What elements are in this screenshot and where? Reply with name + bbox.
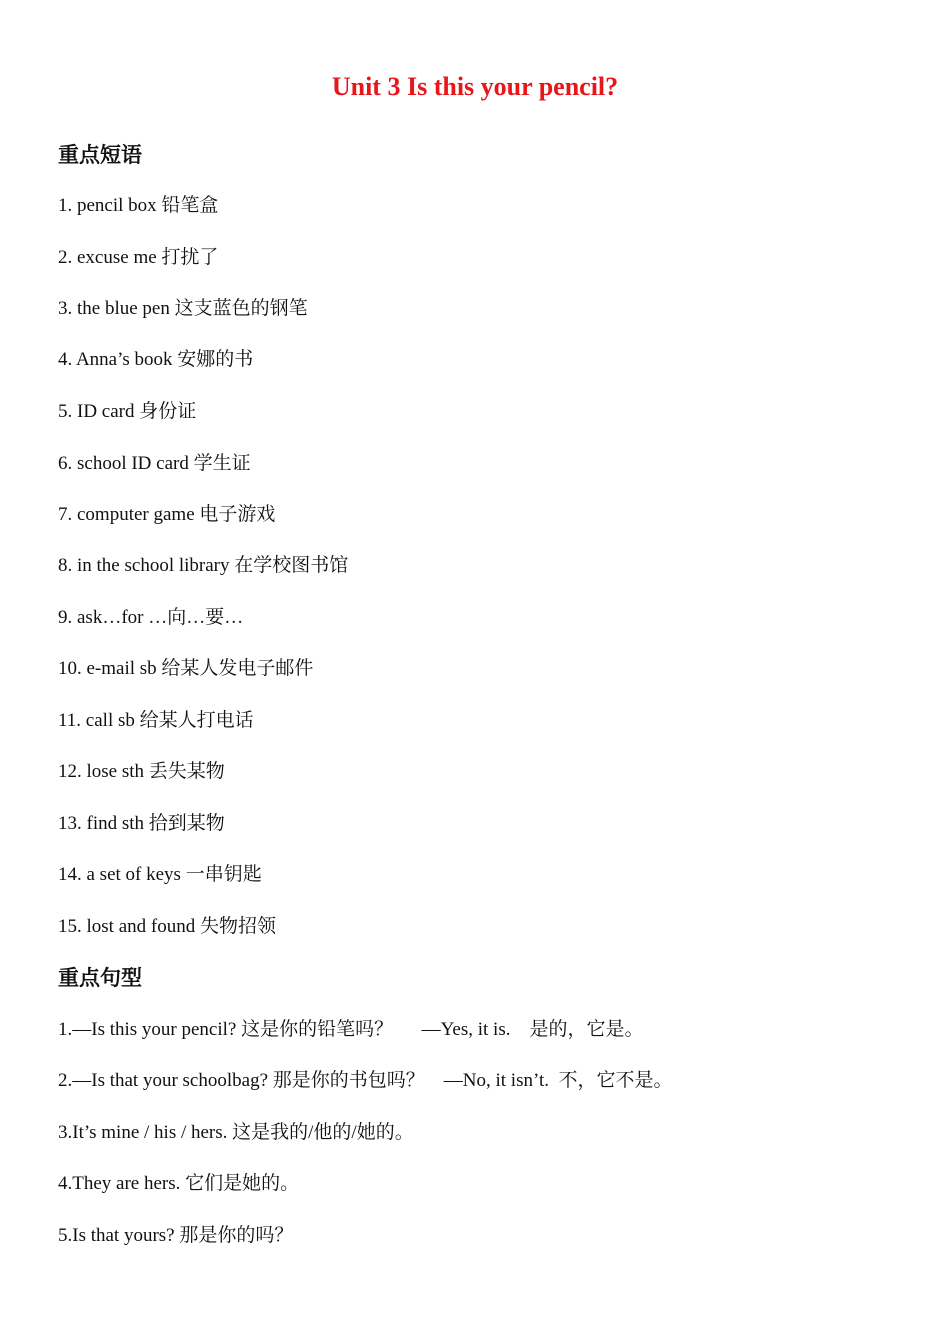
page-title: Unit 3 Is this your pencil? [331, 72, 619, 101]
phrase-item: 14. a set of keys 一串钥匙 [58, 864, 262, 885]
phrase-item: 12. lose sth 丢失某物 [58, 761, 225, 782]
phrase-item: 15. lost and found 失物招领 [58, 916, 276, 937]
phrase-item: 4. Anna’s book 安娜的书 [58, 349, 254, 370]
phrases-heading: 重点短语 [58, 143, 142, 167]
phrase-item: 9. ask…for …向…要… [58, 607, 244, 628]
phrase-item: 1. pencil box 铅笔盒 [58, 195, 219, 216]
phrase-item: 3. the blue pen 这支蓝色的钢笔 [58, 298, 308, 319]
sentence-item: 1.—Is this your pencil? 这是你的铅笔吗？ —Yes, it is. 是的，它是。 [58, 1019, 644, 1040]
sentences-heading: 重点句型 [58, 966, 142, 990]
phrase-item: 6. school ID card 学生证 [58, 453, 251, 474]
sentence-item: 4.They are hers. 它们是她的。 [58, 1173, 300, 1194]
sentence-item: 5.Is that yours? 那是你的吗？ [58, 1225, 294, 1246]
sentence-item: 2.—Is that your schoolbag? 那是你的书包吗？ —No, it isn’t. 不，它不是。 [58, 1070, 673, 1091]
phrase-item: 10. e-mail sb 给某人发电子邮件 [58, 658, 314, 679]
phrase-item: 5. ID card 身份证 [58, 401, 197, 422]
phrase-item: 8. in the school library 在学校图书馆 [58, 555, 349, 576]
phrase-item: 2. excuse me 打扰了 [58, 247, 219, 268]
phrase-item: 11. call sb 给某人打电话 [58, 710, 254, 731]
phrase-item: 7. computer game 电子游戏 [58, 504, 276, 525]
sentence-item: 3.It’s mine / his / hers. 这是我的/他的/她的。 [58, 1122, 414, 1143]
phrase-item: 13. find sth 拾到某物 [58, 813, 225, 834]
